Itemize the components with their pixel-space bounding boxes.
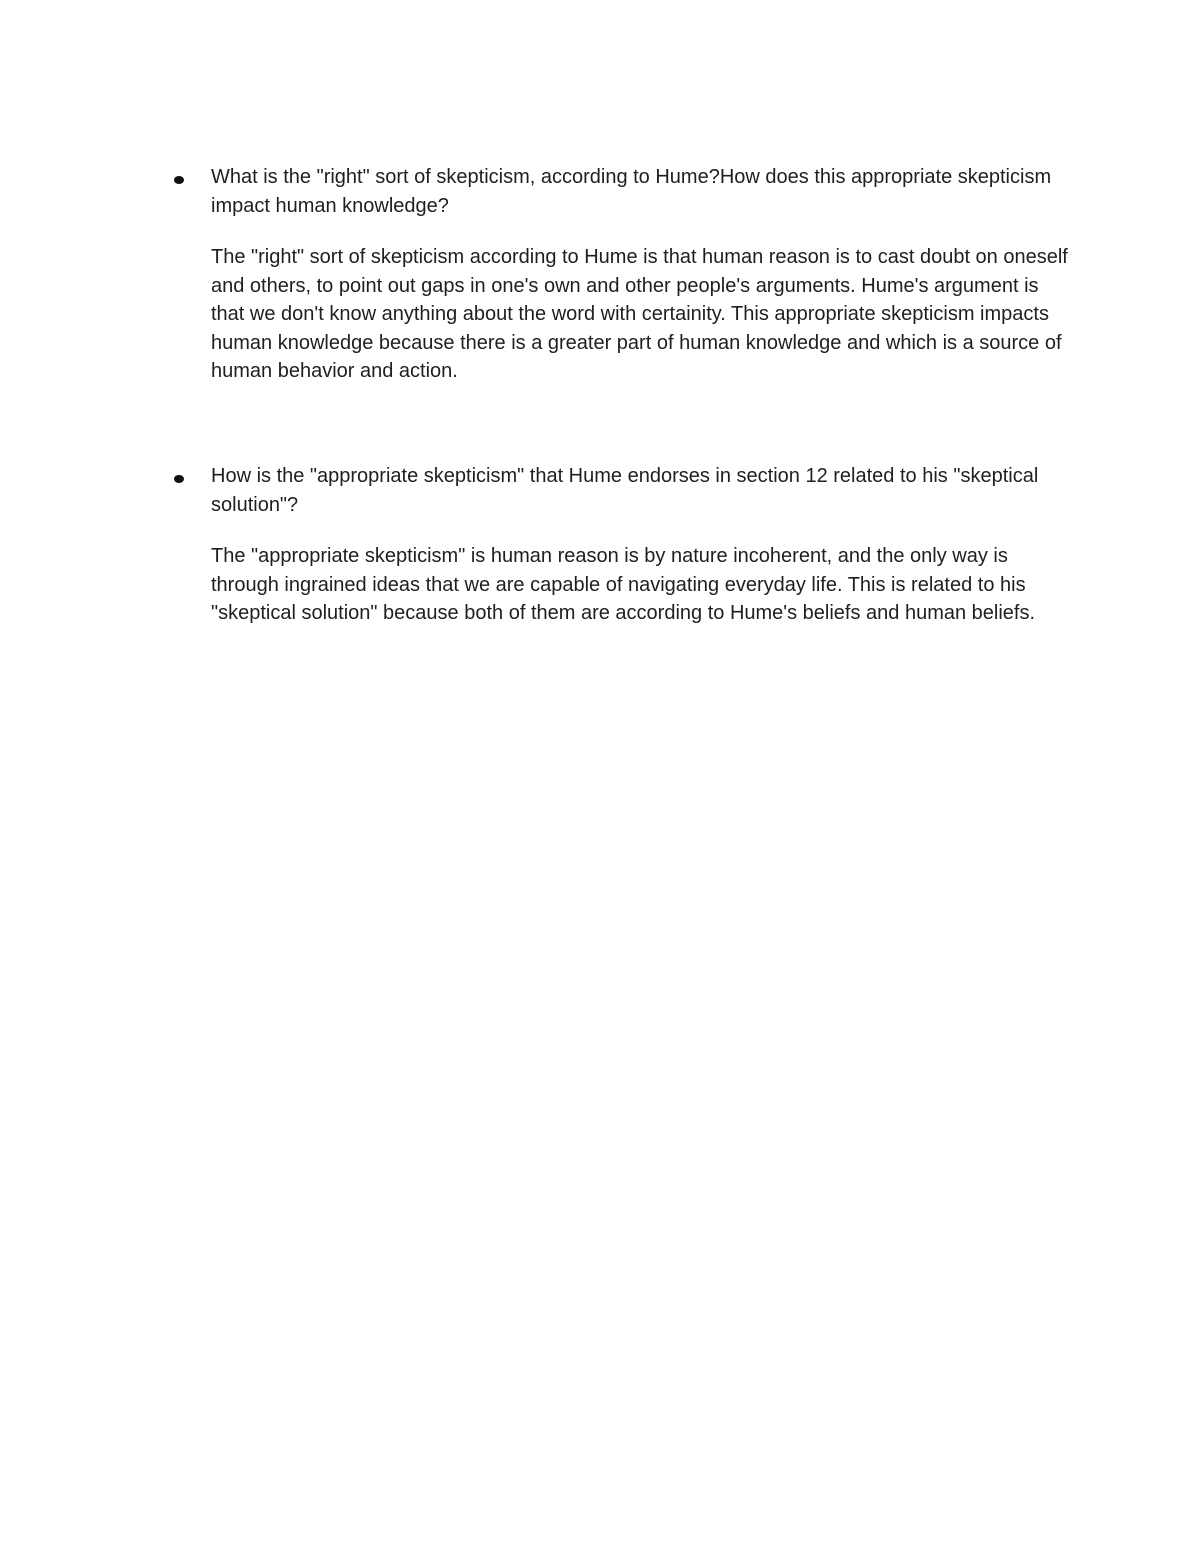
question-row	[174, 462, 1074, 519]
bullet-icon	[174, 475, 184, 483]
question-text: What is the "right" sort of skepticism, according to Hume?How does this appropriate skepticism impact human knowledge?	[211, 166, 1052, 217]
qa-item-2	[174, 462, 1074, 628]
question-row	[174, 163, 1074, 220]
bullet-icon	[174, 176, 184, 184]
answer-text: The "appropriate skepticism" is human reason is by nature incoherent, and the only way is through ingrained ideas that we are capable of navigating everyday life. This is related to his "skeptical solution" because both of them are according to Hume's beliefs and human beliefs.	[211, 545, 1036, 624]
qa-item-1	[174, 163, 1074, 386]
question-text: How is the "appropriate skepticism" that Hume endorses in section 12 related to his "skeptical solution"?	[211, 465, 1039, 516]
answer-text: The "right" sort of skepticism according to Hume is that human reason is to cast doubt on oneself and others, to point out gaps in one's own and other people's arguments. Hume's argument is that we don't know anything about the word with certainity. This appropriate skepticism impacts human knowledge because there is a greater part of human knowledge and which is a source of human behavior and action.	[211, 246, 1068, 382]
